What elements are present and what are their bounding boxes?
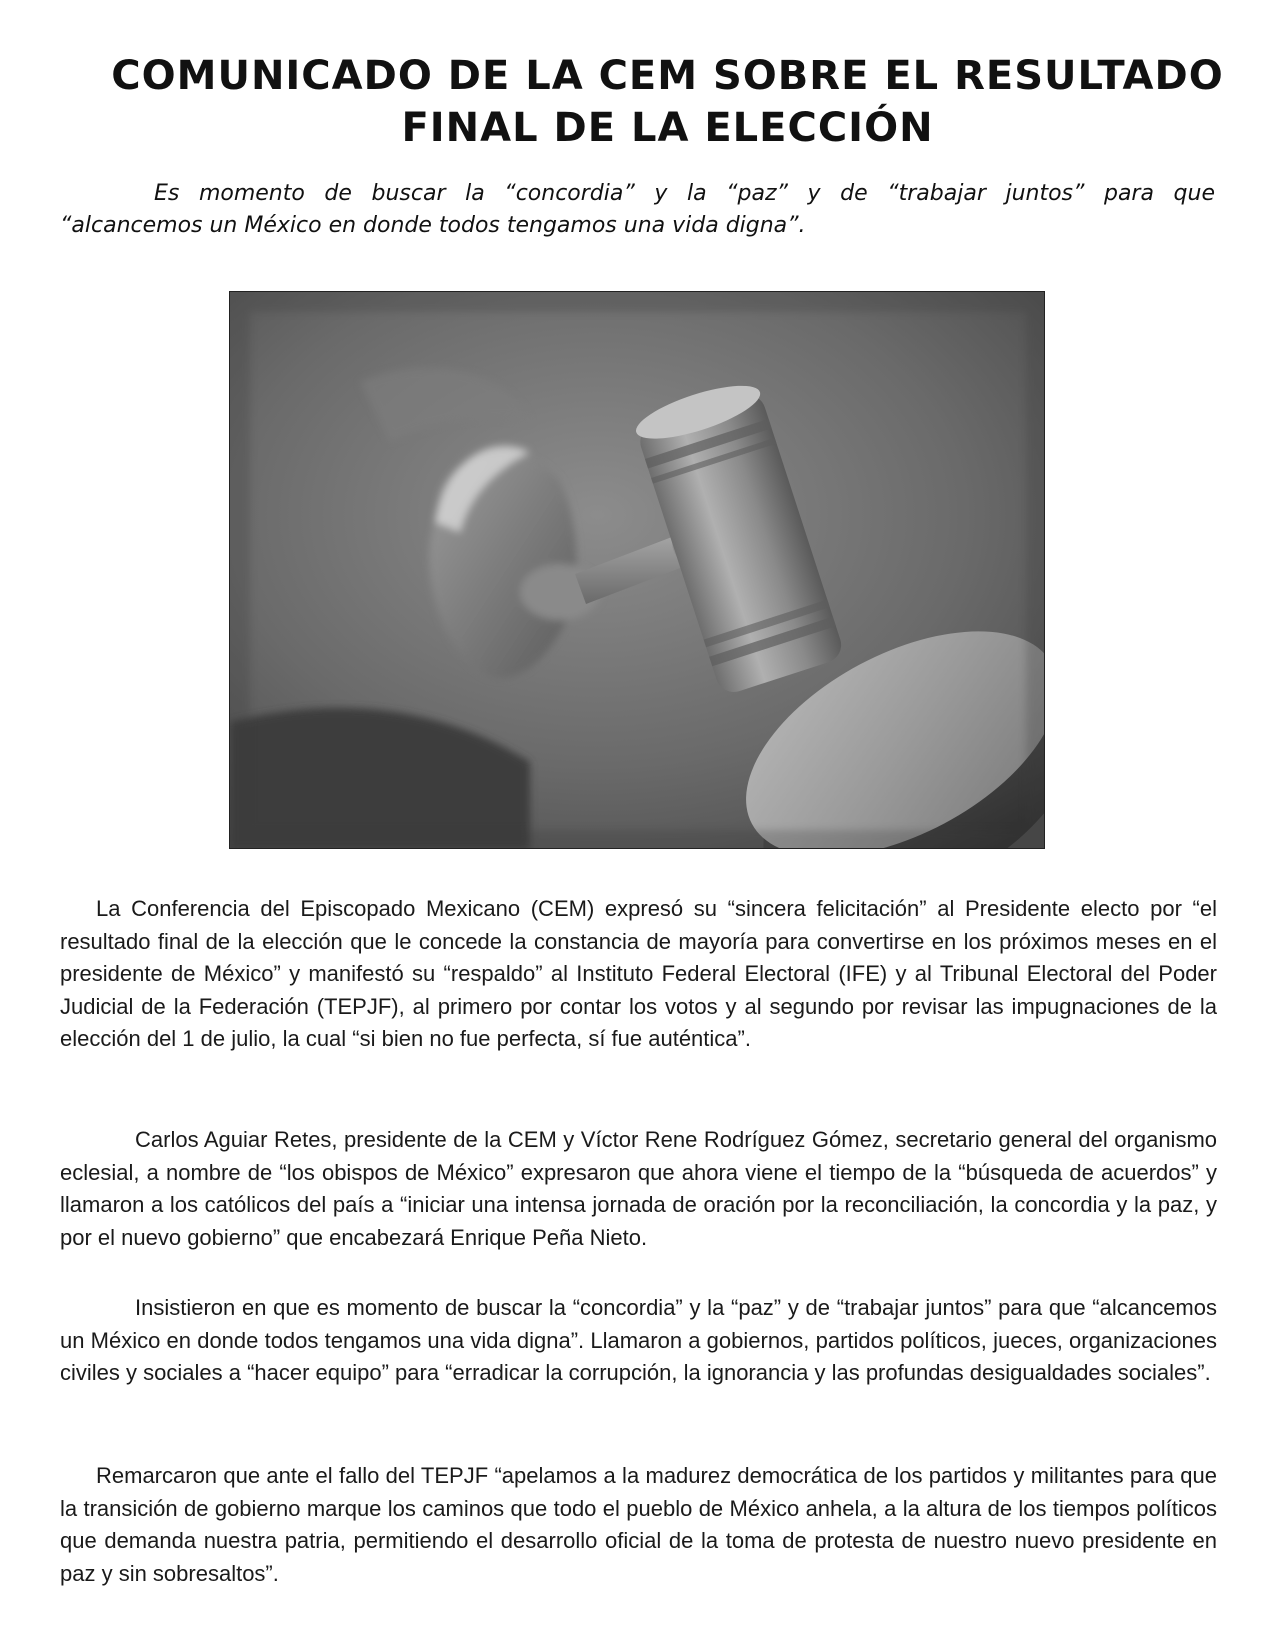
paragraph-4: Remarcaron que ante el fallo del TEPJF “apelamos a la madurez democrática de los partidos y militantes para que la transición de gobierno marque los caminos que todo el pueblo de México anhela, a la altura de los tiempos políticos que demanda nuestra patria, permitiendo el desarrollo oficial de la toma de protesta de nuestro nuevo presidente en paz y sin sobresaltos”. (60, 1463, 1217, 1586)
subtitle-line-1: Es momento de buscar la “concordia” y la “paz” y de “trabajar juntos” para que (154, 181, 1215, 206)
gavel-photo (229, 291, 1045, 849)
page-title (60, 50, 1275, 154)
page-title-line-1: COMUNICADO DE LA CEM SOBRE EL RESULTADO (111, 53, 1224, 99)
paragraph-2: Carlos Aguiar Retes, presidente de la CEM y Víctor Rene Rodríguez Gómez, secretario general del organismo eclesial, a nombre de “los obispos de México” expresaron que ahora viene el tiempo de la “búsqueda de acuerdos” y llamaron a los católicos del país a “iniciar una intensa jornada de oración por la reconciliación, la concordia y la paz, y por el nuevo gobierno” que encabezará Enrique Peña Nieto. (60, 1127, 1217, 1250)
subtitle (60, 178, 1215, 242)
page-title-line-2: FINAL DE LA ELECCIÓN (401, 105, 934, 151)
paragraph-3: Insistieron en que es momento de buscar la “concordia” y la “paz” y de “trabajar juntos” para que “alcancemos un México en donde todos tengamos una vida digna”. Llamaron a gobiernos, partidos políticos, jueces, organizaciones civiles y sociales a “hacer equipo” para “erradicar la corrupción, la ignorancia y las profundas desigualdades sociales”. (60, 1295, 1217, 1385)
subtitle-line-2: “alcancemos un México en donde todos tengamos una vida digna”. (60, 213, 806, 238)
paragraph-1: La Conferencia del Episcopado Mexicano (CEM) expresó su “sincera felicitación” al Presidente electo por “el resultado final de la elección que le concede la constancia de mayoría para convertirse en los próximos meses en el presidente de México” y manifestó su “respaldo” al Instituto Federal Electoral (IFE) y al Tribunal Electoral del Poder Judicial de la Federación (TEPJF), al primero por contar los votos y al segundo por revisar las impugnaciones de la elección del 1 de julio, la cual “si bien no fue perfecta, sí fue auténtica”. (60, 896, 1217, 1051)
